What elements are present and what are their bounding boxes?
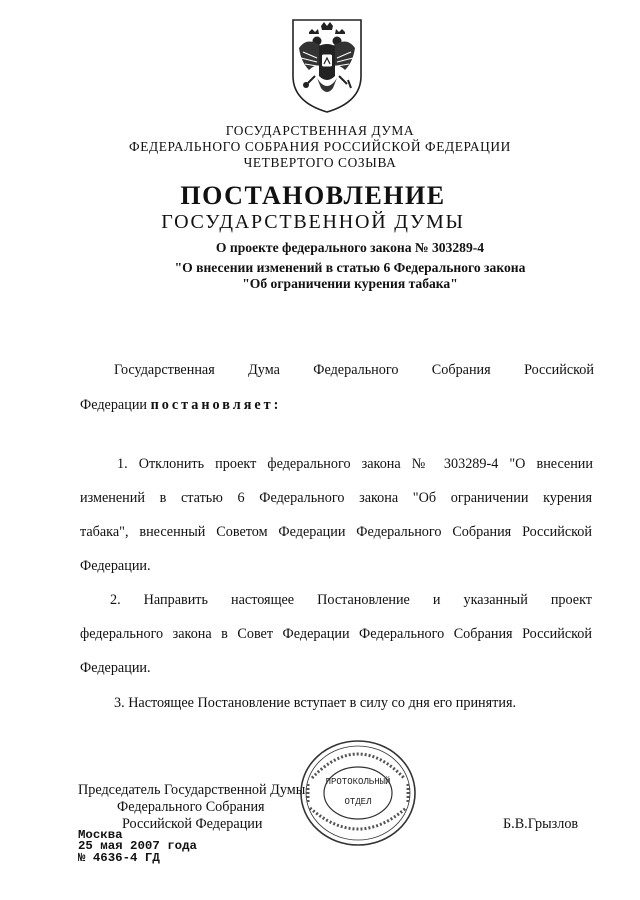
preamble-word: Федерального bbox=[313, 362, 399, 378]
preamble-word: Российской bbox=[524, 362, 594, 378]
footer-number: № 4636-4 ГД bbox=[78, 851, 160, 865]
subject-line-2: "О внесении изменений в статью 6 Федерального закона bbox=[174, 260, 526, 275]
subject-line-1: О проекте федерального закона № 303289-4 bbox=[215, 240, 485, 255]
item1-line-3: табака", внесенный Советом Федерации Федерального Собрания Российской bbox=[80, 524, 592, 540]
preamble-word: Государственная bbox=[114, 362, 215, 378]
header-line-3: ЧЕТВЕРТОГО СОЗЫВА bbox=[243, 155, 397, 170]
signatory-title-line-2: Федерального Собрания bbox=[117, 799, 265, 815]
stamp-text-top: ПРОТОКОЛЬНЫЙ bbox=[325, 777, 391, 787]
document-subtitle: ГОСУДАРСТВЕННОЙ ДУМЫ bbox=[161, 211, 465, 233]
stamp-text-bottom: ОТДЕЛ bbox=[344, 797, 372, 807]
item1-line-1: 1. Отклонить проект федерального закона № 303289-4 "О внесении bbox=[117, 456, 593, 472]
preamble-line-2 bbox=[80, 397, 592, 414]
header-line-1: ГОСУДАРСТВЕННАЯ ДУМА bbox=[225, 123, 415, 138]
footer-date: 25 мая 2007 года bbox=[78, 839, 197, 853]
signatory-title-line-3: Российской Федерации bbox=[122, 816, 263, 832]
protocol-department-stamp bbox=[298, 738, 418, 848]
subject-line-3: "Об ограничении курения табака" bbox=[242, 276, 458, 291]
preamble-federation: Федерации bbox=[80, 397, 148, 413]
signatory-name: Б.В.Грызлов bbox=[503, 816, 579, 832]
coat-of-arms-emblem bbox=[287, 14, 367, 114]
header-line-2: ФЕДЕРАЛЬНОГО СОБРАНИЯ РОССИЙСКОЙ ФЕДЕРАЦИИ bbox=[129, 139, 511, 154]
item2-line-2: федерального закона в Совет Федерации Федерального Собрания Российской bbox=[80, 626, 592, 642]
item3-line-1: 3. Настоящее Постановление вступает в силу со дня его принятия. bbox=[114, 695, 517, 711]
preamble-word: Собрания bbox=[431, 362, 491, 378]
document-title: ПОСТАНОВЛЕНИЕ bbox=[180, 181, 446, 210]
item2-line-1: 2. Направить настоящее Постановление и указанный проект bbox=[110, 592, 592, 608]
footer-city: Москва bbox=[78, 828, 123, 842]
item1-line-2: изменений в статью 6 Федерального закона "Об ограничении курения bbox=[80, 490, 592, 506]
item2-line-3: Федерации. bbox=[80, 660, 151, 676]
preamble-line-1 bbox=[114, 362, 594, 379]
item1-line-4: Федерации. bbox=[80, 558, 151, 574]
signatory-title-line-1: Председатель Государственной Думы bbox=[78, 782, 306, 798]
preamble-resolves: постановляет: bbox=[150, 397, 282, 413]
preamble-word: Дума bbox=[248, 362, 280, 378]
